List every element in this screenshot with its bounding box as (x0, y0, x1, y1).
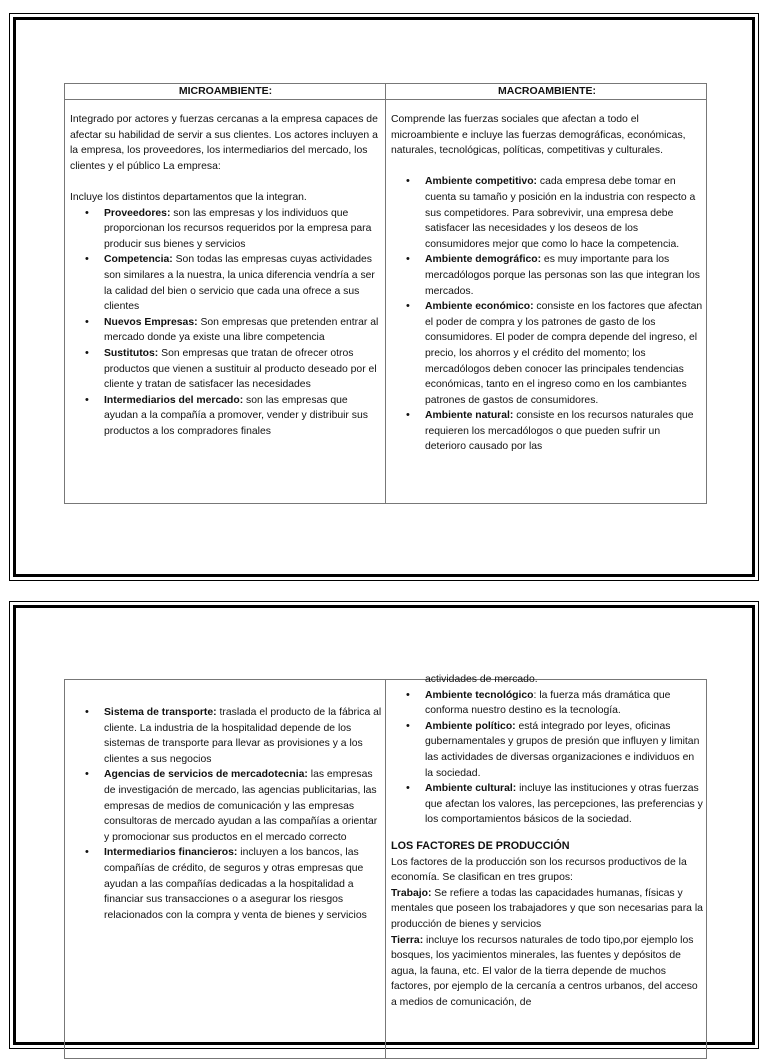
microambiente-cell (70, 112, 382, 439)
environment-table-continued (64, 674, 707, 1059)
continued-text: actividades de mercado. (425, 674, 538, 685)
list-item: • Agencias de servicios de mercadotecnia: las empresas de investigación de mercado, las agencias publicitarias, las empresas de medios de comunicación y las empresas consultoras de mercado ayudan a las compañías a orientar y promocionar sus productos en el mercado correcto (104, 767, 382, 845)
header-microambiente: MICROAMBIENTE: (178, 85, 273, 97)
document-page-1 (13, 17, 755, 577)
column-divider (385, 680, 386, 1058)
list-item: • Ambiente competitivo: cada empresa debe tomar en cuenta su tamaño y posición en la industria con respecto a sus competidores. Para sobrevivir, una empresa debe satisfacer las necesidades y los deseos de los consumidores mejor que como lo hace la competencia. (425, 174, 703, 252)
left-cell (70, 705, 382, 923)
right-cell (391, 672, 705, 1010)
document-page-2 (13, 605, 755, 1045)
section-intro: Los factores de la producción son los recursos productivos de la economía. Se clasifican en tres grupos: (391, 856, 687, 884)
list-item: • Intermediarios del mercado: son las empresas que ayudan a la compañía a promover, vender y distribuir sus productos a los compradores finales (104, 393, 382, 440)
column-divider (385, 84, 386, 503)
micro-list (70, 206, 382, 440)
macro-intro: Comprende las fuerzas sociales que afectan a todo el microambiente e incluye las fuerzas demográficas, económicas, naturales, tecnológicas, políticas, competitivas y culturales. (391, 114, 686, 157)
list-item: • Ambiente cultural: incluye las instituciones y otras fuerzas que afectan los valores, las percepciones, las preferencias y los comportamientos básicos de la sociedad. (425, 781, 705, 828)
list-item: • Ambiente político: está integrado por leyes, oficinas gubernamentales y grupos de presión que influyen y limitan las actividades de diversas organizaciones e individuos en la sociedad. (425, 719, 705, 781)
micro-intro-2: Incluye los distintos departamentos que la integran. (70, 191, 307, 203)
list-item: • Intermediarios financieros: incluyen a los bancos, las compañías de crédito, de seguros y otras empresas que ayudan a las compañías dedicadas a la hospitalidad a financiar sus transacciones o a asegurar los riesgos relacionados con la compra y venta de bienes y servicios (104, 845, 382, 923)
list-item: • Ambiente tecnológico: la fuerza más dramática que conforma nuestro destino es la tecnología. (425, 688, 705, 719)
list-item: • Proveedores: son las empresas y los individuos que proporcionan los recursos requeridos por la empresa para producir sus bienes y servicios (104, 206, 382, 253)
list-item: • Sustitutos: Son empresas que tratan de ofrecer otros productos que vienen a sustituir al producto deseado por el cliente y tratan de satisfacer las necesidades (104, 346, 382, 393)
micro-intro: Integrado por actores y fuerzas cercanas a la empresa capaces de afectar su habilidad de servir a sus clientes. Los actores incluyen a la empresa, los proveedores, los intermediarios del mercado, los clientes y el público La empresa: (70, 114, 378, 172)
list-item: • Nuevos Empresas: Son empresas que pretenden entrar al mercado donde ya existe una libre competencia (104, 315, 382, 346)
header-macroambiente: MACROAMBIENTE: (498, 85, 596, 97)
factor-tierra: Tierra: incluye los recursos naturales de todo tipo,por ejemplo los bosques, los yacimientos minerales, las fuentes y depósitos de agua, la fauna, etc. El valor de la tierra depende de muchos factores, por ejemplo de la cercanía a centros urbanos, del acceso a medios de comunicación, de (391, 934, 698, 1008)
left-list (70, 705, 382, 923)
right-list (391, 688, 705, 828)
list-item: • Ambiente económico: consiste en los factores que afectan el poder de compra y los patrones de gasto de los consumidores. El poder de compra depende del ingreso, el precio, los ahorros y el crédito del momento; los mercadólogos deben conocer las principales tendencias económicas, tanto en el ingreso como en los cambiantes patrones de gastos de consumidores. (425, 299, 703, 408)
list-item: • Ambiente demográfico: es muy importante para los mercadólogos porque las personas son las que integran los mercados. (425, 252, 703, 299)
list-item: • Ambiente natural: consiste en los recursos naturales que requieren los mercadólogos o que pueden sufrir un deterioro causado por las (425, 408, 703, 455)
list-item: • Competencia: Son todas las empresas cuyas actividades son similares a la nuestra, la unica diferencia vendría a ser la calidad del bien o servicio que cada una ofrece a sus clientes (104, 252, 382, 314)
list-item: • Sistema de transporte: traslada el producto de la fábrica al cliente. La industria de la hospitalidad depende de los sistemas de transporte para llevar as provisiones y a los clientes a sus negocios (104, 705, 382, 767)
factor-trabajo: Trabajo: Se refiere a todas las capacidades humanas, físicas y mentales que poseen los trabajadores y que son necesarias para la producción de bienes y servicios (391, 887, 703, 930)
macro-list (391, 174, 703, 455)
macroambiente-cell (391, 112, 703, 455)
section-heading: LOS FACTORES DE PRODUCCIÓN (391, 839, 570, 852)
environment-table (64, 83, 707, 504)
